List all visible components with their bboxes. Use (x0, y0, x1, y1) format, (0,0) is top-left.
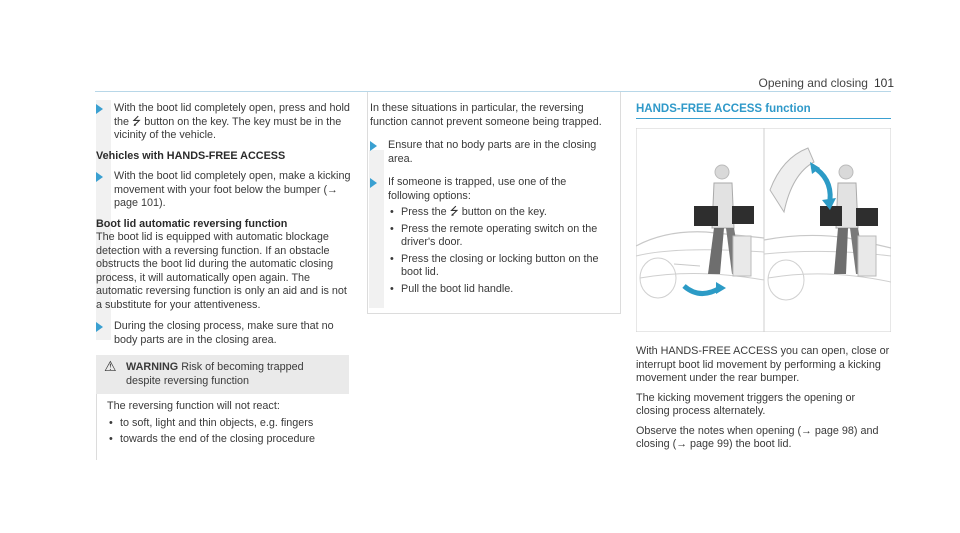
step-arrow-icon (370, 141, 377, 151)
section-heading-rule (636, 118, 891, 119)
option-text: button on the key. (461, 206, 547, 218)
step-arrow-icon (96, 322, 103, 332)
step-arrow-icon (370, 178, 377, 188)
section-heading: HANDS-FREE ACCESS function (636, 103, 811, 115)
step-kick (96, 170, 351, 211)
option-item (388, 206, 610, 220)
warning-triangle-icon: ⚠ (104, 358, 117, 374)
option-item: • Press the closing or locking button on the boot lid. (388, 253, 610, 280)
hands-free-paragraph-3: Observe the notes when opening (→ page 98) and closing (→ page 99) the boot lid. (636, 424, 879, 450)
step-trapped (370, 176, 610, 296)
step-ensure (370, 139, 610, 166)
step-closing (96, 320, 351, 347)
column-2 (370, 102, 610, 296)
step-text: With the boot lid completely open, make a kicking movement with your foot below the bumper (→ page 101). (114, 170, 351, 209)
boot-lid-key-icon: ⭍ (449, 206, 459, 218)
warning-header (96, 355, 349, 394)
column-3-text (636, 345, 891, 452)
step-hold-button (96, 102, 351, 143)
hands-free-paragraph-2: The kicking movement triggers the opening or closing process alternately. (636, 391, 856, 417)
section-title: Opening and closing (758, 76, 868, 90)
warning-body (96, 394, 349, 460)
hands-free-illustration (636, 128, 891, 332)
warning-item: • to soft, light and thin objects, e.g. fingers (107, 417, 341, 431)
warning-box (96, 355, 349, 455)
warning-text: The reversing function will not react: (107, 400, 280, 412)
column-1 (96, 102, 351, 347)
warning-title: Risk of becoming trapped despite reversing function (126, 361, 304, 387)
option-item: • Pull the boot lid handle. (388, 283, 610, 297)
intro-text: In these situations in particular, the reversing function cannot prevent someone being trapped. (370, 102, 602, 128)
reversing-paragraph: The boot lid is equipped with automatic blockage detection with a reversing function. If an obstacle obstructs the boot lid during the automatic closing process, it will automatically open again. The automatic reversing function is only an aid and is not a substitute for your attentiveness. (96, 231, 347, 311)
option-prefix: Press the (401, 206, 447, 218)
page-number: 101 (873, 76, 894, 90)
option-item: • Press the remote operating switch on the driver's door. (388, 223, 610, 250)
heading-reversing: Boot lid automatic reversing function (96, 217, 288, 230)
step-text: If someone is trapped, use one of the following options: (388, 176, 567, 202)
boot-lid-key-icon: ⭍ (132, 115, 142, 128)
step-text: During the closing process, make sure that no body parts are in the closing area. (114, 320, 334, 346)
step-text-cont: button on the key. The key must be in the vicinity of the vehicle. (114, 115, 342, 141)
hands-free-paragraph-1: With HANDS-FREE ACCESS you can open, close or interrupt boot lid movement by performing a kicking movement under the rear bumper. (636, 345, 890, 384)
step-text: Ensure that no body parts are in the closing area. (388, 139, 597, 165)
step-arrow-icon (96, 172, 103, 182)
step-text: With the boot lid completely open, press and hold the (114, 102, 350, 128)
warning-label: WARNING (126, 361, 179, 373)
step-arrow-icon (96, 104, 103, 114)
heading-hands-free: Vehicles with HANDS-FREE ACCESS (96, 149, 286, 162)
page-header (759, 76, 894, 90)
warning-item: • towards the end of the closing procedure (107, 433, 341, 447)
